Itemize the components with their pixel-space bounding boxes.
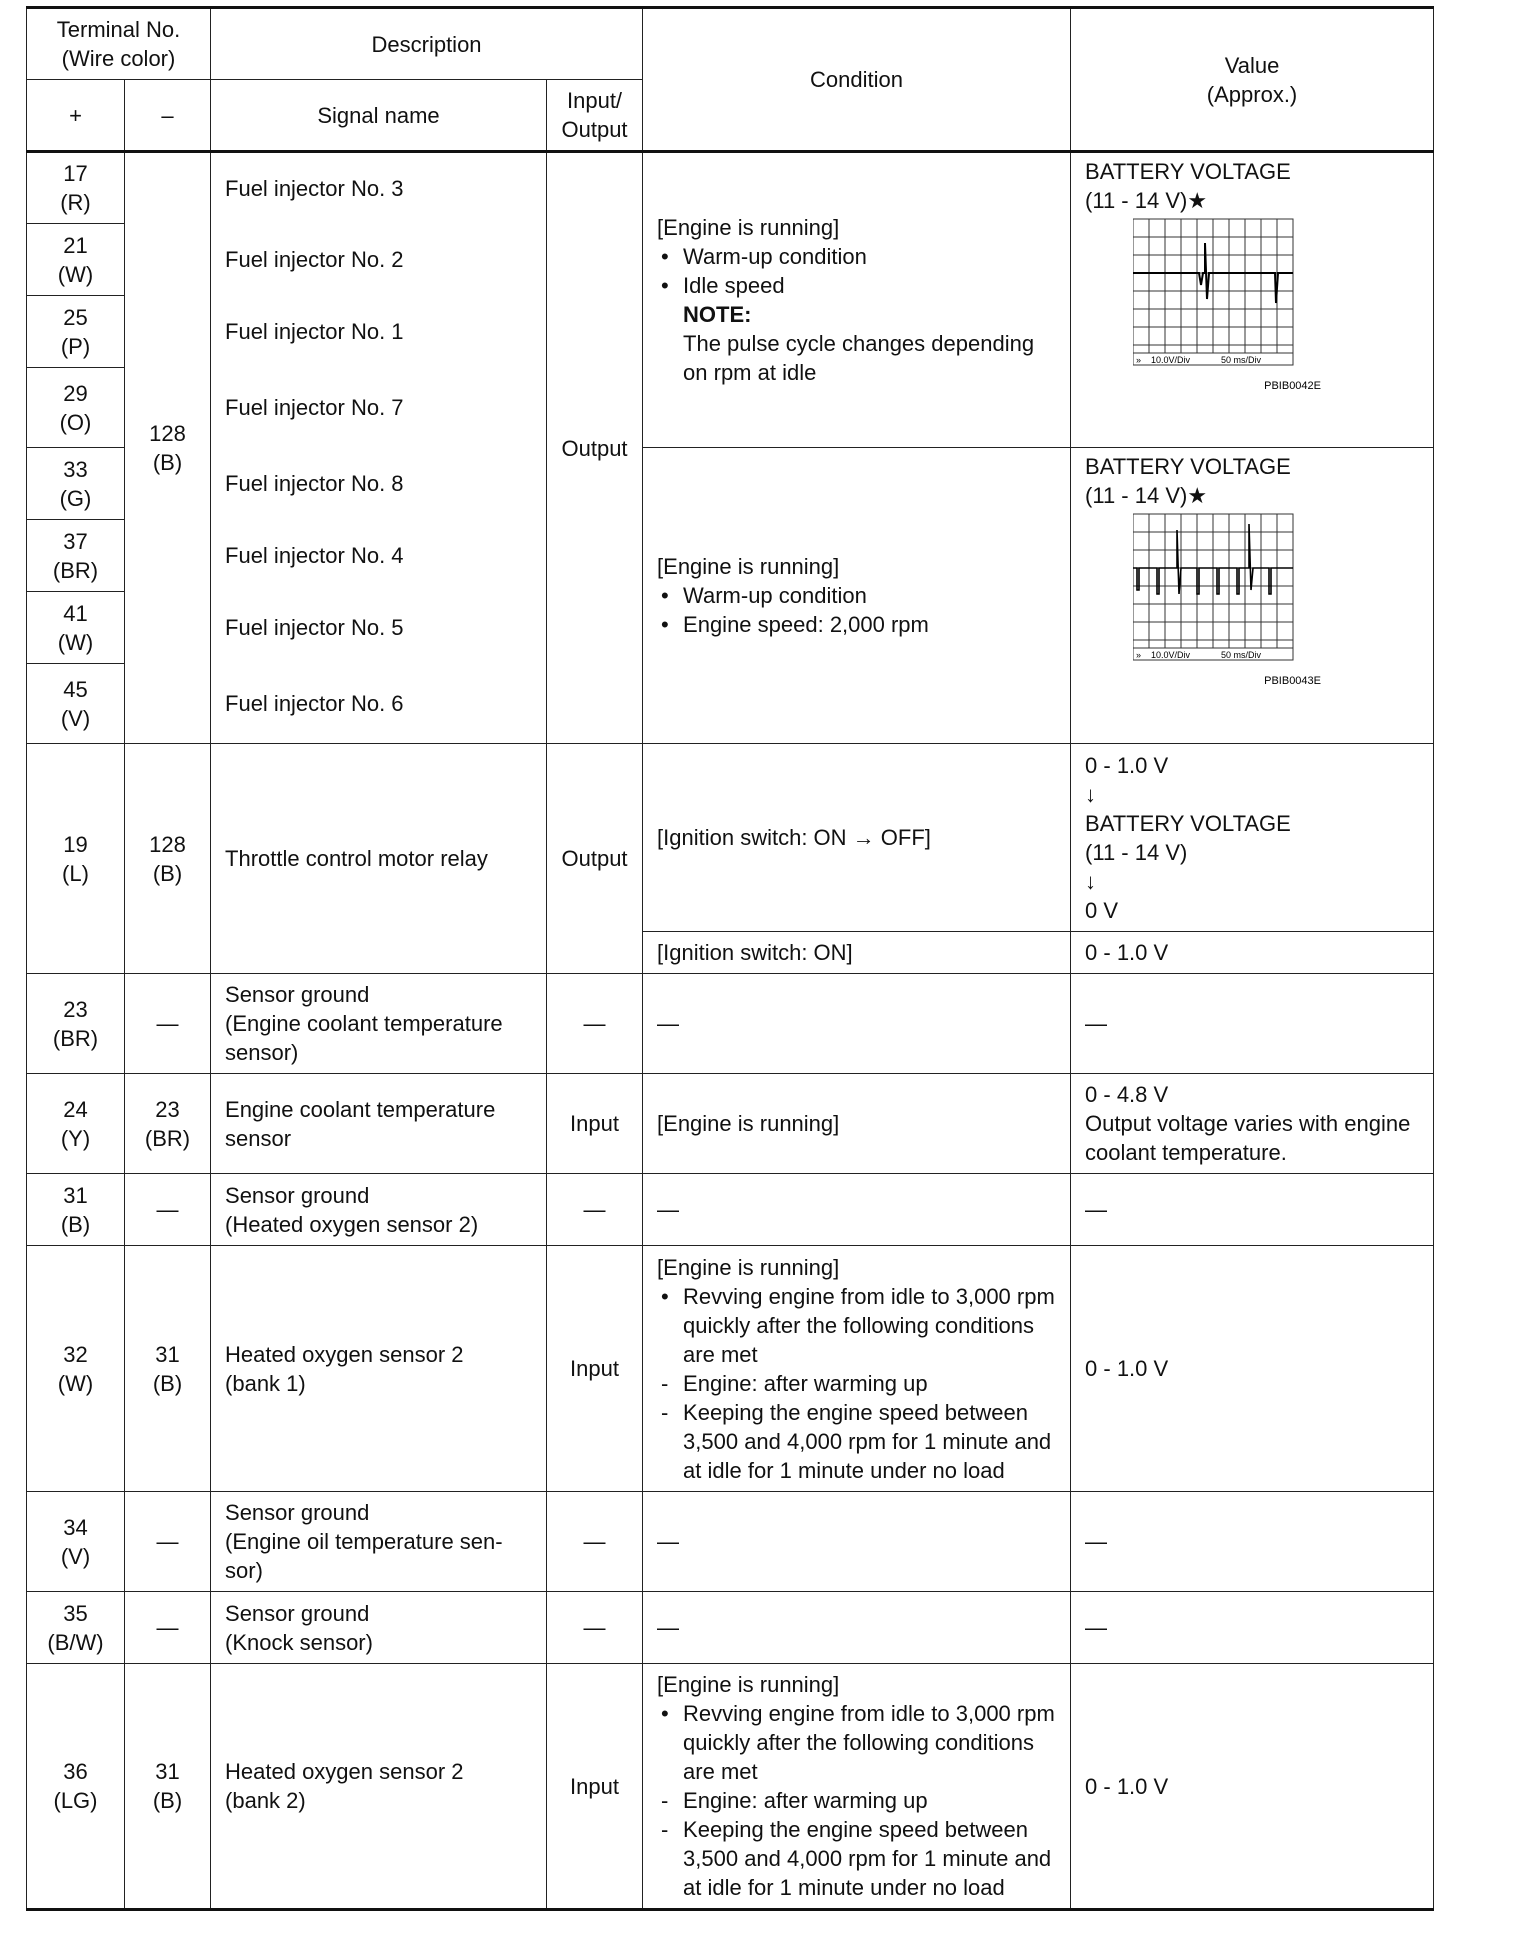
throttle-val-on-off: 0 - 1.0 V ↓ BATTERY VOLTAGE (11 - 14 V) ↓ 0 V [1071, 744, 1434, 932]
value-range: (11 - 14 V) [1085, 483, 1188, 508]
r24-val: 0 - 4.8 V Output voltage varies with engine coolant temperature. [1071, 1074, 1434, 1174]
injector-terminal: 41 (W) [27, 592, 125, 664]
bullet: • [661, 612, 669, 637]
injector-name: Fuel injector No. 5 [211, 592, 547, 664]
r36-val: 0 - 1.0 V [1071, 1664, 1434, 1910]
injector-terminal: 17 (R) [27, 152, 125, 224]
cond-text: Warm-up condition [683, 244, 867, 269]
r24-plus: 24 (Y) [27, 1074, 125, 1174]
r35-name: Sensor ground (Knock sensor) [211, 1592, 547, 1664]
r36-io: Input [547, 1664, 643, 1910]
dash: - [661, 1817, 669, 1842]
cond-item [657, 1369, 1056, 1398]
cond-title: [Engine is running] [657, 215, 840, 240]
injector-io: Output [547, 152, 643, 744]
injector-terminal: 37 (BR) [27, 520, 125, 592]
scope-scale-v: 10.0V/Div [1151, 355, 1191, 365]
injector-terminal: 21 (W) [27, 224, 125, 296]
cond-item [657, 1398, 1056, 1485]
figure-code: PBIB0043E [1264, 675, 1322, 687]
header-condition: Condition [643, 8, 1071, 152]
header-io: Input/ Output [547, 80, 643, 152]
scope-scale-mark: » [1136, 355, 1142, 365]
r24-minus: 23 (BR) [125, 1074, 211, 1174]
star-icon: ★ [1187, 483, 1208, 508]
scope-scale-v: 10.0V/Div [1151, 650, 1191, 660]
cond-title: [Engine is running] [657, 554, 840, 579]
cond-title: [Engine is running] [657, 1254, 840, 1280]
r34-name: Sensor ground (Engine oil temperature sen- sor) [211, 1492, 547, 1592]
dash: - [661, 1370, 669, 1396]
bullet: • [661, 244, 669, 269]
dash: - [661, 1788, 669, 1813]
r32-cond [643, 1246, 1071, 1492]
cond-text: Engine: after warming up [683, 1370, 928, 1396]
r24-name: Engine coolant temperature sensor [211, 1074, 547, 1174]
header-minus: – [125, 80, 211, 152]
throttle-minus: 128 (B) [125, 744, 211, 974]
r23-io: — [547, 974, 643, 1074]
r35-plus: 35 (B/W) [27, 1592, 125, 1664]
injector-ground: 128 (B) [125, 152, 211, 744]
r31-io: — [547, 1174, 643, 1246]
throttle-cond-on-off: [Ignition switch: ON → OFF] [643, 744, 1071, 932]
r31-name: Sensor ground (Heated oxygen sensor 2) [211, 1174, 547, 1246]
cond-title: [Engine is running] [657, 1672, 840, 1697]
header-description: Description [211, 8, 643, 80]
injector-terminal: 25 (P) [27, 296, 125, 368]
header-value: Value (Approx.) [1071, 8, 1434, 152]
r31-cond: — [643, 1174, 1071, 1246]
value-label: BATTERY VOLTAGE [1085, 454, 1291, 479]
injector-name: Fuel injector No. 2 [211, 224, 547, 296]
injector-value-idle [1071, 152, 1434, 448]
throttle-val-on: 0 - 1.0 V [1071, 932, 1434, 974]
r23-minus: — [125, 974, 211, 1074]
r32-val: 0 - 1.0 V [1071, 1246, 1434, 1492]
cond-item [657, 581, 1056, 610]
injector-condition-2000rpm [643, 448, 1071, 744]
r31-minus: — [125, 1174, 211, 1246]
injector-name: Fuel injector No. 3 [211, 152, 547, 224]
r36-plus: 36 (LG) [27, 1664, 125, 1910]
injector-terminal: 29 (O) [27, 368, 125, 448]
injector-name: Fuel injector No. 8 [211, 448, 547, 520]
r35-minus: — [125, 1592, 211, 1664]
r24-cond: [Engine is running] [643, 1074, 1071, 1174]
note-text: The pulse cycle changes depending on rpm at idle [683, 331, 1035, 385]
scope-scale-t: 50 ms/Div [1221, 355, 1262, 365]
cond-item [657, 1699, 1056, 1786]
injector-value-2000rpm [1071, 448, 1434, 744]
injector-name: Fuel injector No. 7 [211, 368, 547, 448]
injector-terminal: 33 (G) [27, 448, 125, 520]
star-icon: ★ [1187, 188, 1208, 213]
injector-name: Fuel injector No. 1 [211, 296, 547, 368]
r34-io: — [547, 1492, 643, 1592]
cond-text: Revving engine from idle to 3,000 rpm quickly after the following conditions are met [683, 1701, 1055, 1784]
bullet: • [661, 583, 669, 608]
r23-val: — [1071, 974, 1434, 1074]
cond-item [657, 1282, 1056, 1369]
r34-cond: — [643, 1492, 1071, 1592]
header-plus: + [27, 80, 125, 152]
header-signal-name: Signal name [211, 80, 547, 152]
throttle-cond-on: [Ignition switch: ON] [643, 932, 1071, 974]
scope-scale-mark: » [1136, 650, 1142, 660]
scope-scale-t: 50 ms/Div [1221, 650, 1262, 660]
header-terminal: Terminal No. (Wire color) [27, 8, 211, 80]
cond-item [657, 271, 1056, 300]
r34-minus: — [125, 1492, 211, 1592]
injector-terminal: 45 (V) [27, 664, 125, 744]
cond-item [657, 1786, 1056, 1815]
cond-item [657, 1815, 1056, 1902]
cond-text: Engine speed: 2,000 rpm [683, 612, 929, 637]
oscilloscope-idle-waveform [1133, 215, 1323, 397]
cond-text: Idle speed [683, 273, 785, 298]
injector-name: Fuel injector No. 6 [211, 664, 547, 744]
r35-cond: — [643, 1592, 1071, 1664]
cond-text: Engine: after warming up [683, 1788, 928, 1813]
value-label: BATTERY VOLTAGE [1085, 159, 1291, 184]
r36-name: Heated oxygen sensor 2 (bank 2) [211, 1664, 547, 1910]
r23-cond: — [643, 974, 1071, 1074]
value-range: (11 - 14 V) [1085, 188, 1188, 213]
r31-val: — [1071, 1174, 1434, 1246]
figure-code: PBIB0042E [1264, 380, 1322, 392]
dash: - [661, 1399, 669, 1425]
cond-item [657, 610, 1056, 639]
throttle-io: Output [547, 744, 643, 974]
bullet: • [661, 273, 669, 298]
r35-io: — [547, 1592, 643, 1664]
r36-cond [643, 1664, 1071, 1910]
r34-val: — [1071, 1492, 1434, 1592]
r36-minus: 31 (B) [125, 1664, 211, 1910]
terminal-table-sheet [26, 6, 1433, 1911]
bullet: • [661, 1283, 669, 1309]
r35-val: — [1071, 1592, 1434, 1664]
throttle-name: Throttle control motor relay [211, 744, 547, 974]
cond-text: Keeping the engine speed between 3,500 and 4,000 rpm for 1 minute and at idle for 1 minute under no load [683, 1399, 1052, 1483]
cond-item [657, 242, 1056, 271]
r34-plus: 34 (V) [27, 1492, 125, 1592]
oscilloscope-2000rpm-waveform [1133, 510, 1323, 692]
r32-plus: 32 (W) [27, 1246, 125, 1492]
injector-condition-idle [643, 152, 1071, 448]
cond-text: Revving engine from idle to 3,000 rpm quickly after the following conditions are met [683, 1283, 1055, 1367]
note-label: NOTE: [683, 302, 752, 327]
throttle-plus: 19 (L) [27, 744, 125, 974]
terminal-table [26, 6, 1434, 1911]
r32-name: Heated oxygen sensor 2 (bank 1) [211, 1246, 547, 1492]
r23-plus: 23 (BR) [27, 974, 125, 1074]
cond-text: Warm-up condition [683, 583, 867, 608]
r23-name: Sensor ground (Engine coolant temperature sensor) [211, 974, 547, 1074]
r31-plus: 31 (B) [27, 1174, 125, 1246]
injector-name: Fuel injector No. 4 [211, 520, 547, 592]
r32-minus: 31 (B) [125, 1246, 211, 1492]
r24-io: Input [547, 1074, 643, 1174]
cond-text: Keeping the engine speed between 3,500 and 4,000 rpm for 1 minute and at idle for 1 minute under no load [683, 1817, 1052, 1900]
r32-io: Input [547, 1246, 643, 1492]
bullet: • [661, 1701, 669, 1726]
